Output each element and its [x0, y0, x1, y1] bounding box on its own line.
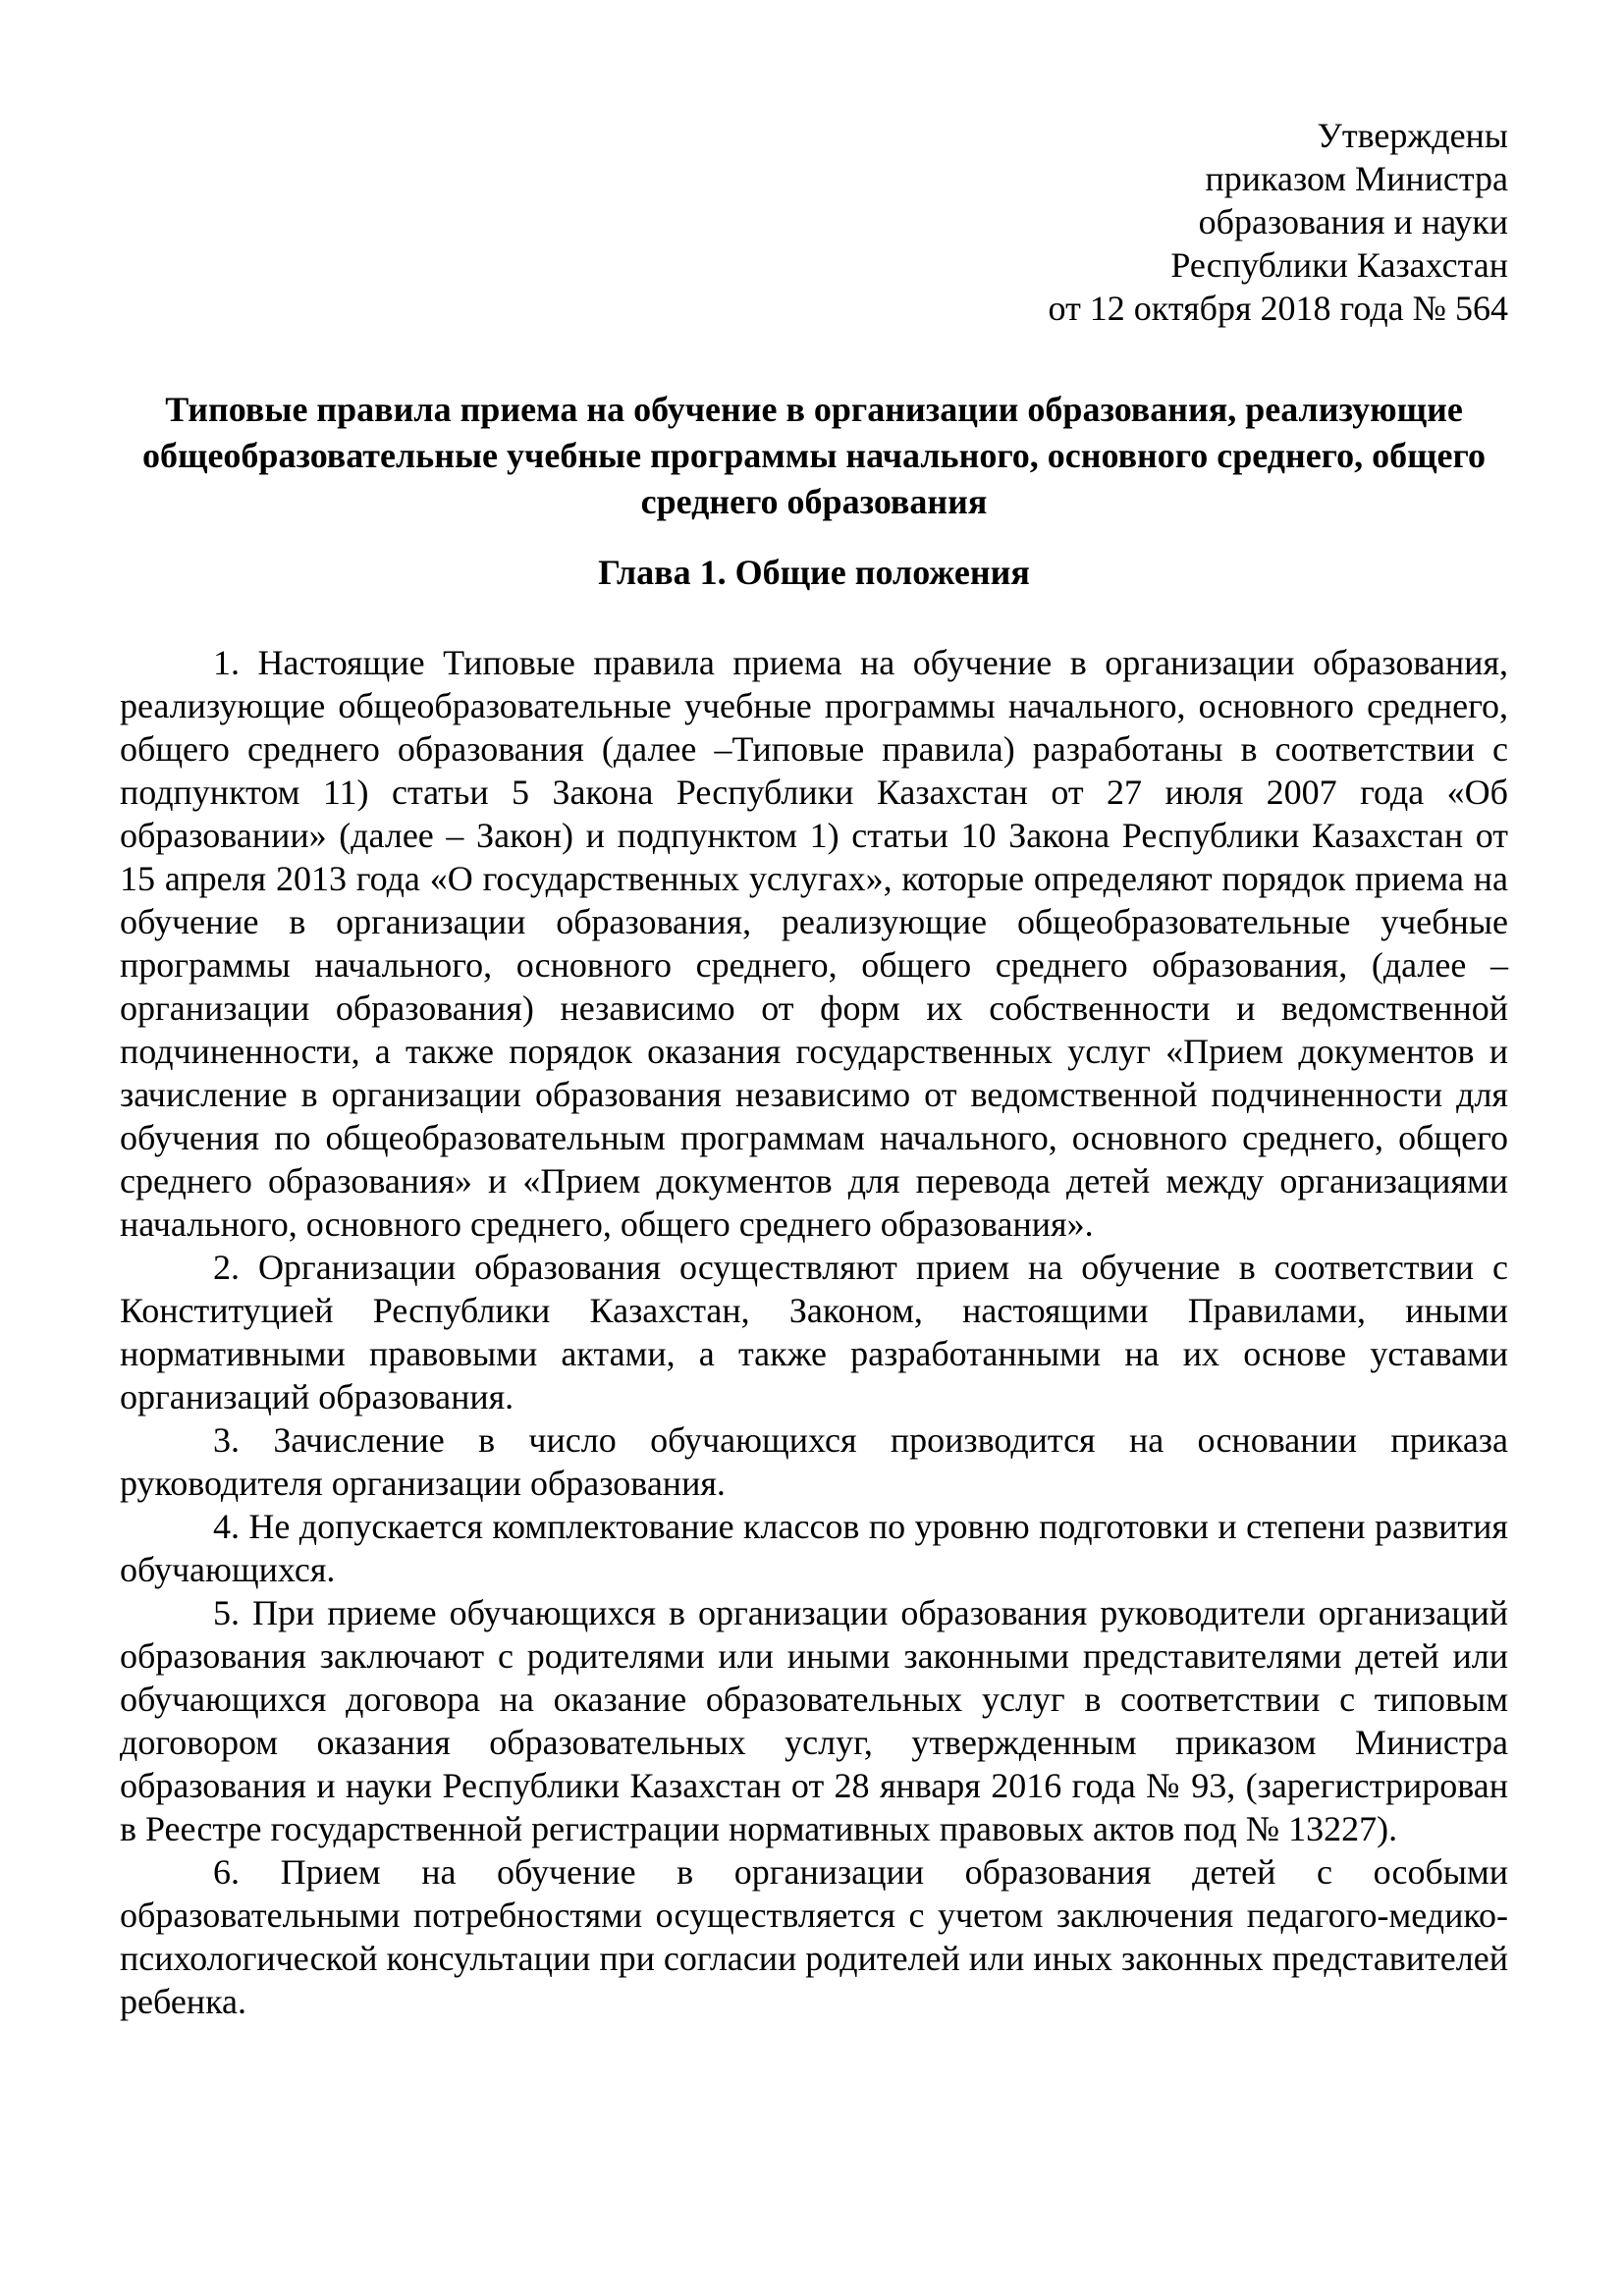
approval-line-3: образования и науки — [1198, 202, 1508, 241]
paragraph-6: 6. Прием на обучение в организации образования детей с особыми образовательными потребностями осуществляется с учетом заключения педагого-медико-психологической консультации при согласии родителей или иных законных представителей ребенка. — [120, 1852, 1508, 2021]
paragraph-1: 1. Настоящие Типовые правила приема на обучение в организации образования, реализующие общеобразовательные учебные программы начального, основного среднего, общего среднего образования (далее –Типовые правила) разработаны в соответствии с подпунктом 11) статьи 5 Закона Республики Казахстан от 27 июля 2007 года «Об образовании» (далее – Закон) и подпунктом 1) статьи 10 Закона Республики Казахстан от 15 апреля 2013 года «О государственных услугах», которые определяют порядок приема на обучение в организации образования, реализующие общеобразовательные учебные программы начального, основного среднего, общего среднего образования, (далее – организации образования) независимо от форм их собственности и ведомственной подчиненности, а также порядок оказания государственных услуг «Прием документов и зачисление в организации образования независимо от ведомственной подчиненности для обучения по общеобразовательным программам начального, основного среднего, общего среднего образования» и «Прием документов для перевода детей между организациями начального, основного среднего, общего среднего образования». — [120, 643, 1508, 1244]
paragraph-3: 3. Зачисление в число обучающихся производится на основании приказа руководителя организации образования. — [120, 1420, 1508, 1503]
document-title: Типовые правила приема на обучение в организации образования, реализующие общеобразовательные учебные программы начального, основного среднего, общего среднего образования — [142, 390, 1486, 521]
approval-line-1: Утверждены — [1317, 116, 1508, 155]
approval-line-2: приказом Министра — [1205, 159, 1508, 198]
chapter-heading: Глава 1. Общие положения — [598, 553, 1030, 592]
paragraph-5: 5. При приеме обучающихся в организации образования руководители организаций образования заключают с родителями или иными законными представителями детей или обучающихся договора на оказание образовательных услуг в соответствии с типовым договором оказания образовательных услуг, утвержденным приказом Министра образования и науки Республики Казахстан от 28 января 2016 года № 93, (зарегистрирован в Реестре государственной регистрации нормативных правовых актов под № 13227). — [120, 1593, 1508, 1848]
approval-line-5: от 12 октября 2018 года № 564 — [1048, 289, 1508, 328]
paragraph-2: 2. Организации образования осуществляют прием на обучение в соответствии с Конституцией Республики Казахстан, Законом, настоящими Правилами, иными нормативными правовыми актами, а также разработанными на их основе уставами организаций образования. — [120, 1248, 1508, 1416]
document-body — [120, 641, 1508, 2023]
paragraph-4: 4. Не допускается комплектование классов по уровню подготовки и степени развития обучающихся. — [120, 1507, 1508, 1589]
approval-line-4: Республики Казахстан — [1170, 245, 1508, 285]
approval-block — [120, 114, 1508, 330]
